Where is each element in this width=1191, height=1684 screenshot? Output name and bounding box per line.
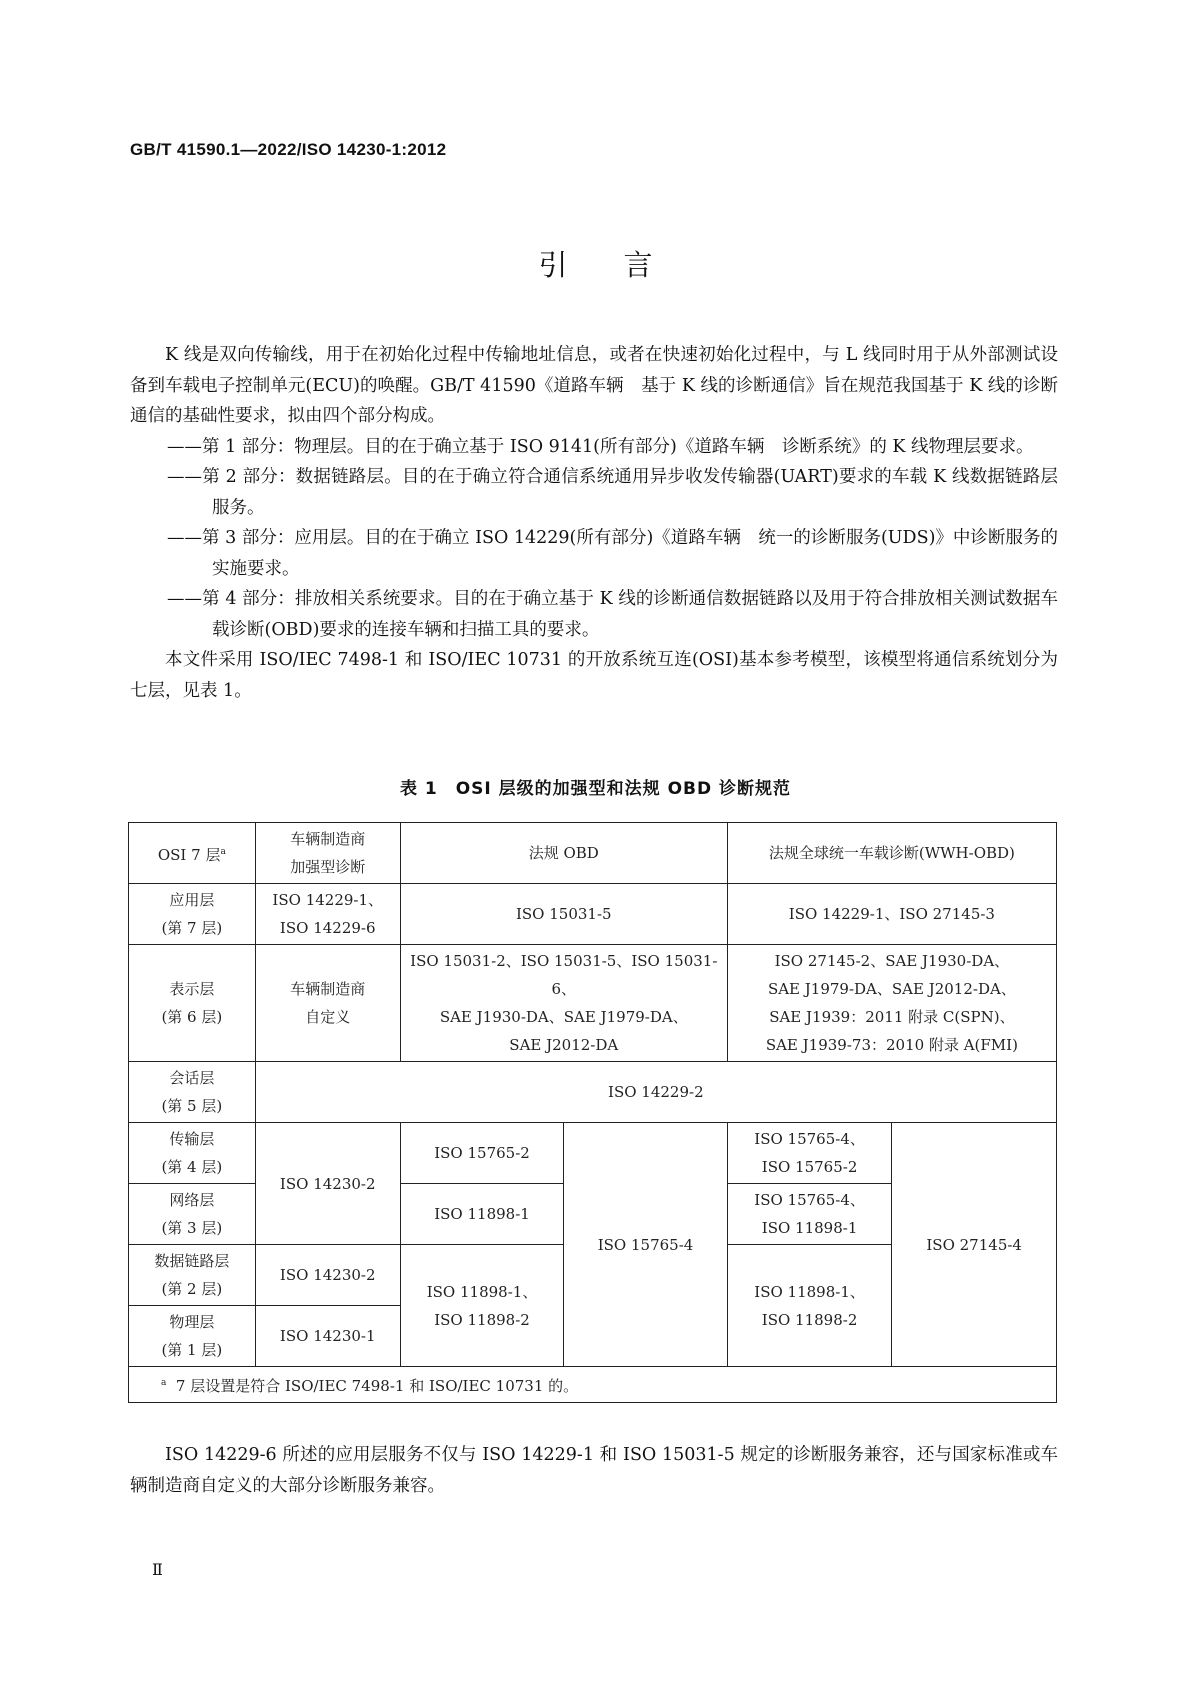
layer-6-manufacturer: 车辆制造商 自定义 (255, 945, 400, 1062)
osi-table (128, 822, 1057, 1403)
layer-4-label: 传输层 (第 4 层) (129, 1123, 256, 1184)
layer-5-all: ISO 14229-2 (255, 1062, 1056, 1123)
layer-4-1-wwh-b: ISO 27145-4 (892, 1123, 1057, 1367)
table-row-layer-6 (129, 945, 1057, 1062)
layer-2-label: 数据链路层 (第 2 层) (129, 1245, 256, 1306)
closing-section (130, 1440, 1058, 1501)
table-header-row (129, 823, 1057, 884)
closing-paragraph: ISO 14229-6 所述的应用层服务不仅与 ISO 14229-1 和 ISO 15031-5 规定的诊断服务兼容，还与国家标准或车辆制造商自定义的大部分诊断服务兼容。 (130, 1445, 1058, 1496)
header-osi: OSI 7 层$^a$ (129, 823, 256, 884)
layer-6-obd: ISO 15031-2、ISO 15031-5、ISO 15031-6、 SAE J1930-DA、SAE J1979-DA、 SAE J2012-DA (400, 945, 727, 1062)
intro-section (130, 340, 1058, 706)
table-row-layer-5 (129, 1062, 1057, 1123)
layer-1-manufacturer: ISO 14230-1 (255, 1306, 400, 1367)
layer-1-label: 物理层 (第 1 层) (129, 1306, 256, 1367)
layer-6-label: 表示层 (第 6 层) (129, 945, 256, 1062)
header-wwh-obd: 法规全球统一车载诊断(WWH-OBD) (727, 823, 1056, 884)
layer-2-1-obd-a: ISO 11898-1、 ISO 11898-2 (400, 1245, 564, 1367)
header-manufacturer: 车辆制造商 加强型诊断 (255, 823, 400, 884)
table-row-layer-7 (129, 884, 1057, 945)
layer-7-manufacturer: ISO 14229-1、 ISO 14229-6 (255, 884, 400, 945)
layer-3-label: 网络层 (第 3 层) (129, 1184, 256, 1245)
layer-7-label: 应用层 (第 7 层) (129, 884, 256, 945)
part-item-1: ——第 1 部分：物理层。目的在于确立基于 ISO 9141(所有部分)《道路车辆 诊断系统》的 K 线物理层要求。 (167, 436, 1034, 457)
layer-2-1-wwh-a: ISO 11898-1、 ISO 11898-2 (727, 1245, 892, 1367)
layer-7-wwh: ISO 14229-1、ISO 27145-3 (727, 884, 1056, 945)
table-caption: 表 1 OSI 层级的加强型和法规 OBD 诊断规范 (399, 779, 792, 799)
layer-5-label: 会话层 (第 5 层) (129, 1062, 256, 1123)
table-footnote-row (129, 1367, 1057, 1403)
layer-2-manufacturer: ISO 14230-2 (255, 1245, 400, 1306)
part-item-3: ——第 3 部分：应用层。目的在于确立 ISO 14229(所有部分)《道路车辆 统一的诊断服务(UDS)》中诊断服务的实施要求。 (167, 528, 1058, 579)
layer-6-wwh: ISO 27145-2、SAE J1930-DA、 SAE J1979-DA、SAE J2012-DA、 SAE J1939：2011 附录 C(SPN)、 SAE J1939-73：2010 附录 A(FMI) (727, 945, 1056, 1062)
layer-4-wwh-a: ISO 15765-4、 ISO 15765-2 (727, 1123, 892, 1184)
layer-3-wwh-a: ISO 15765-4、 ISO 11898-1 (727, 1184, 892, 1245)
part-item-4: ——第 4 部分：排放相关系统要求。目的在于确立基于 K 线的诊断通信数据链路以及用于符合排放相关测试数据车载诊断(OBD)要求的连接车辆和扫描工具的要求。 (167, 589, 1058, 640)
layer-4-3-manufacturer: ISO 14230-2 (255, 1123, 400, 1245)
page-title: 引言 (538, 248, 709, 282)
table-row-layer-4 (129, 1123, 1057, 1184)
part-item-2: ——第 2 部分：数据链路层。目的在于确立符合通信系统通用异步收发传输器(UART)要求的车载 K 线数据链路层服务。 (167, 467, 1058, 518)
layer-7-obd: ISO 15031-5 (400, 884, 727, 945)
layer-4-1-obd-b: ISO 15765-4 (564, 1123, 728, 1367)
intro-paragraph: K 线是双向传输线，用于在初始化过程中传输地址信息，或者在快速初始化过程中，与 L 线同时用于从外部测试设备到车载电子控制单元(ECU)的唤醒。GB/T 41590《道路车辆 基于 K 线的诊断通信》旨在规范我国基于 K 线的诊断通信的基础性要求，拟由四个部分构成。 (130, 345, 1058, 426)
document-header: GB/T 41590.1—2022/ISO 14230-1:2012 (130, 140, 447, 159)
layer-3-obd-a: ISO 11898-1 (400, 1184, 564, 1245)
layer-4-obd-a: ISO 15765-2 (400, 1123, 564, 1184)
osi-paragraph: 本文件采用 ISO/IEC 7498-1 和 ISO/IEC 10731 的开放系统互连(OSI)基本参考模型，该模型将通信系统划分为七层，见表 1。 (130, 650, 1058, 701)
page-number: Ⅱ (152, 1560, 163, 1579)
header-obd: 法规 OBD (400, 823, 727, 884)
table-footnote: $^a$ 7 层设置是符合 ISO/IEC 7498-1 和 ISO/IEC 10731 的。 (129, 1367, 1057, 1403)
parts-list (130, 432, 1058, 646)
